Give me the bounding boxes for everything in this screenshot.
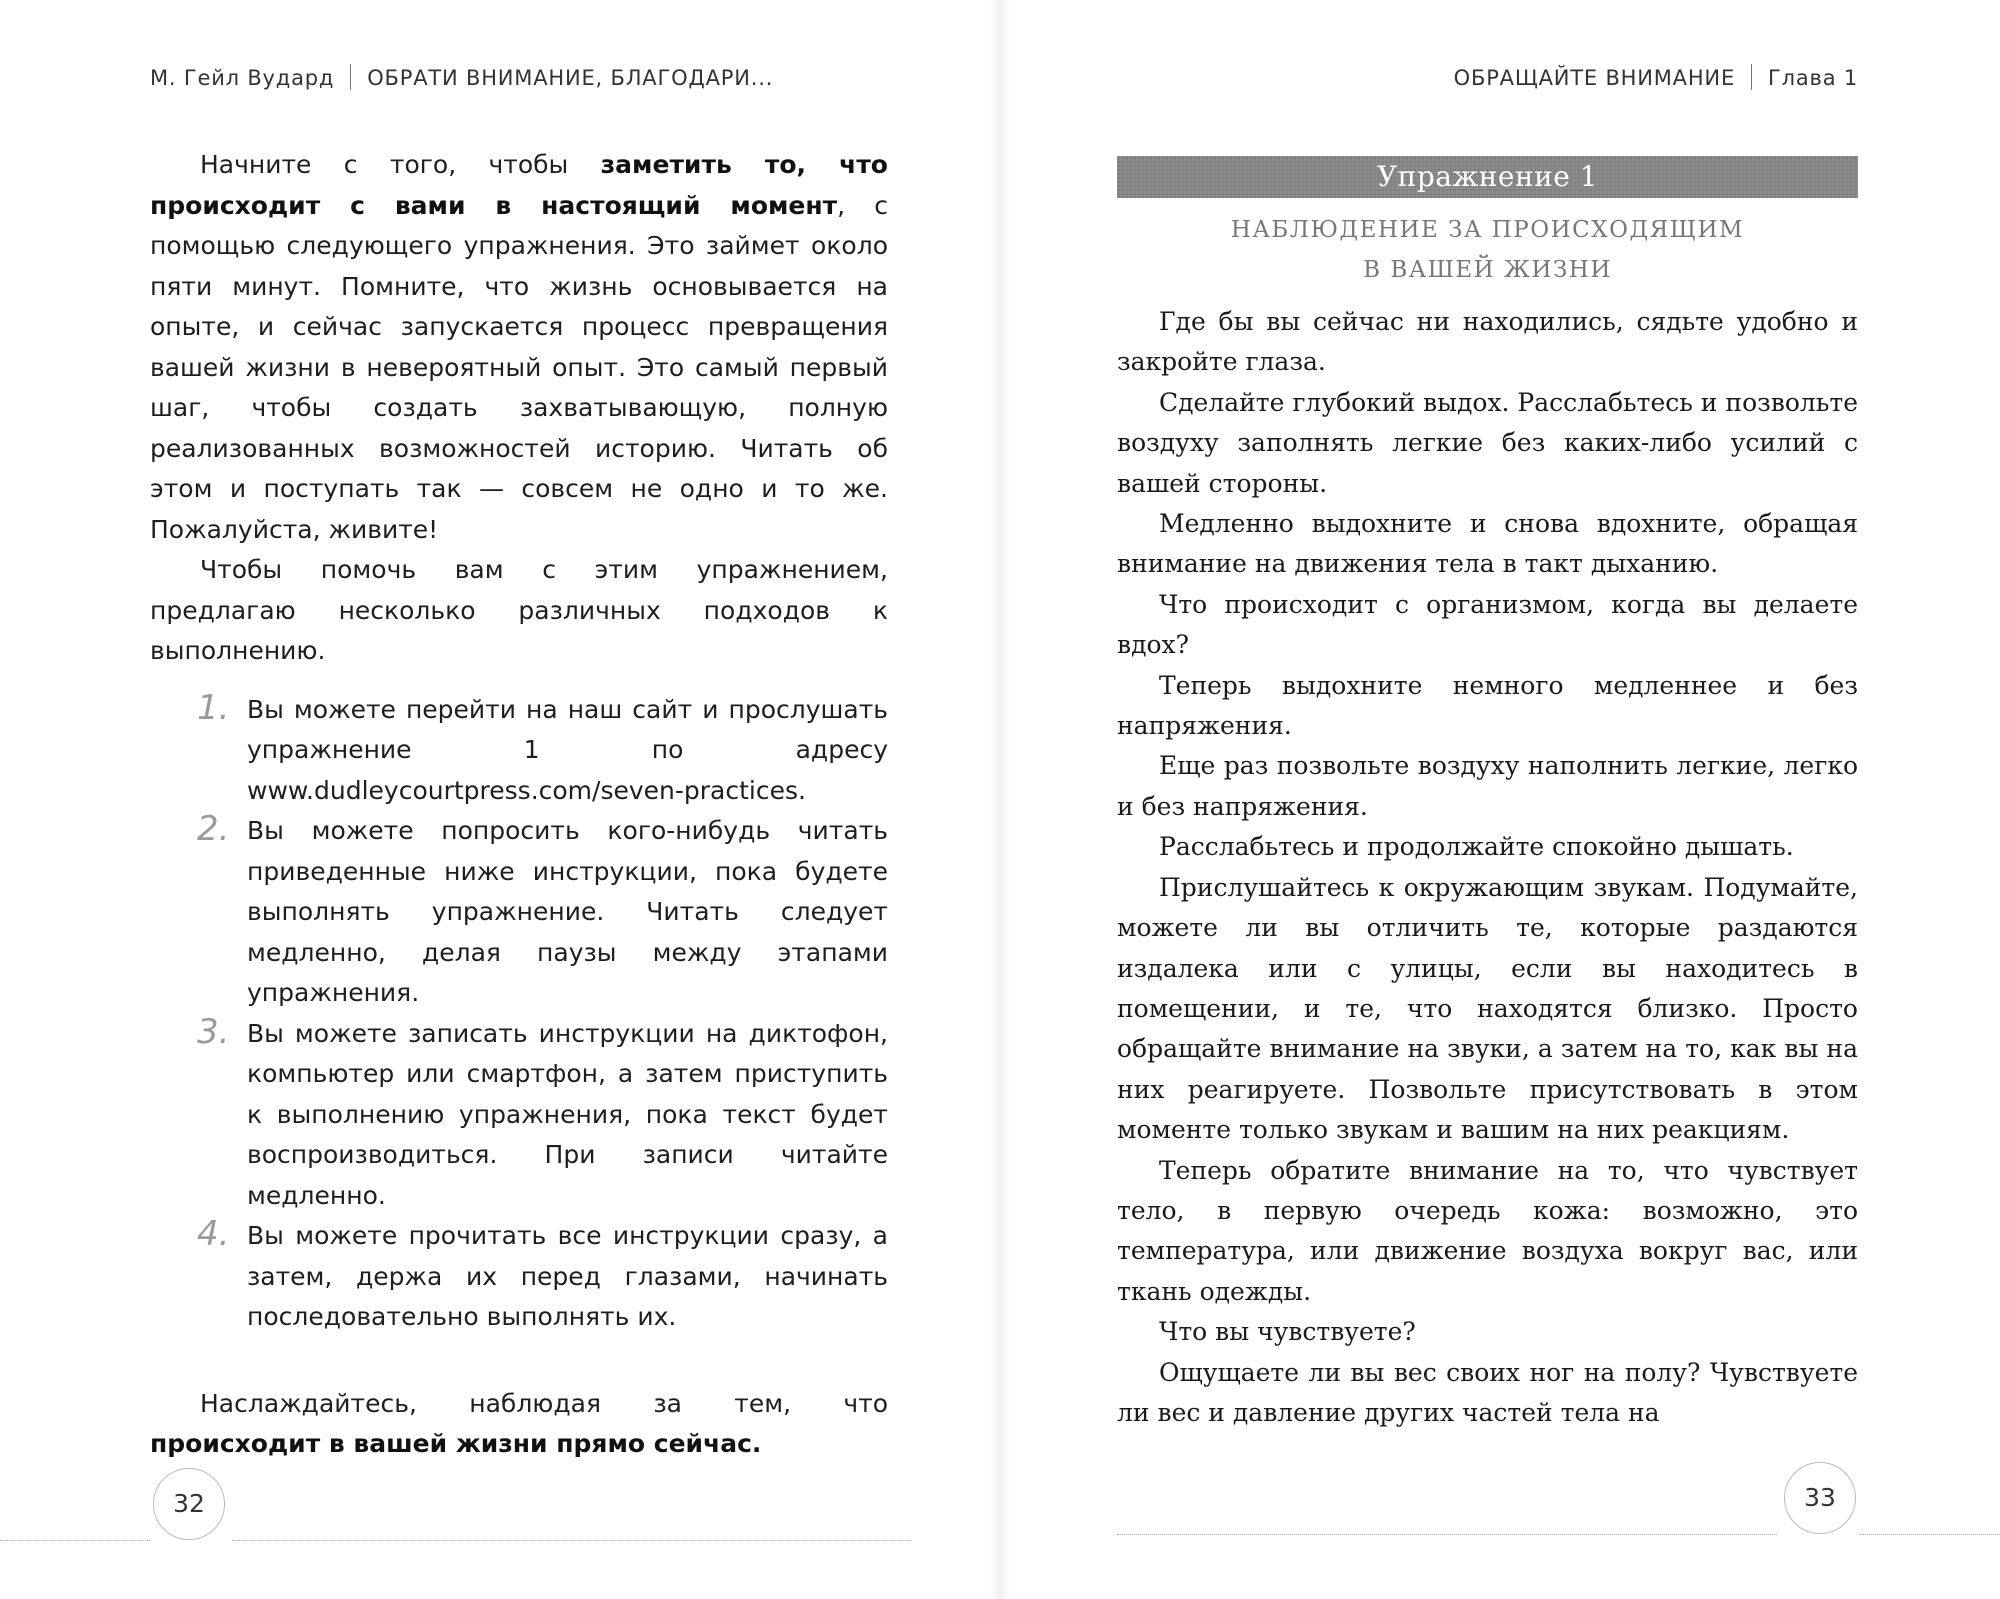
intro-bold-1: заметить то, что происходит с вами в настоящий момент (150, 150, 888, 220)
running-head-separator (1751, 64, 1752, 90)
left-body-text (150, 145, 888, 1465)
closing-bold: происходит в вашей жизни прямо сейчас. (150, 1429, 762, 1458)
intro-paragraph (150, 145, 888, 550)
instruction-paragraph: Еще раз позвольте воздуху наполнить легкие, легко и без напряжения. (1117, 751, 1858, 821)
instruction-paragraph: Прислушайтесь к окружающим звукам. Подумайте, можете ли вы отличить те, которые раздаются издалека или с улицы, если вы находитесь в помещении, и те, что находятся близко. Просто обращайте внимание на звуки, а затем на то, как вы на них реагируете. Позвольте присутствовать в этом моменте только звукам и вашим на них реакциям. (1117, 872, 1858, 1145)
intro-text-1: Начните с того, чтобы (200, 150, 601, 179)
list-item-text: Вы можете записать инструкции на диктофон, компьютер или смартфон, а затем приступить к выполнению упражнения, пока текст будет воспроизводиться. При записи читайте медленно. (247, 1018, 888, 1210)
instruction-paragraph: Что вы чувствуете? (1159, 1317, 1416, 1347)
list-item (150, 1011, 888, 1217)
instruction-paragraph: Где бы вы сейчас ни находились, сядьте удобно и закройте глаза. (1117, 307, 1858, 377)
exercise-title-line-2: В ВАШЕЙ ЖИЗНИ (1363, 257, 1612, 283)
right-page-number: 33 (1784, 1462, 1856, 1534)
exercise-banner: Упражнение 1 (1117, 156, 1858, 198)
running-head-author: М. Гейл Вудард (150, 66, 335, 90)
list-item-number: 1. (197, 687, 230, 728)
list-item-text: Вы можете перейти на наш сайт и прослушать упражнение 1 по адресу www.dudleycourtpress.com/seven-practices. (247, 694, 888, 805)
right-footer-rule-b (1860, 1534, 2000, 1535)
left-page-number: 32 (153, 1468, 225, 1540)
closing-text: Наслаждайтесь, наблюдая за тем, что (200, 1388, 888, 1418)
list-item-number: 2. (197, 809, 230, 849)
left-footer-rule-b (232, 1540, 912, 1541)
approaches-list (150, 687, 888, 1338)
closing-paragraph (150, 1384, 888, 1465)
instruction-paragraph: Сделайте глубокий выдох. Расслабьтесь и позвольте воздуху заполнять легкие без каких-либо усилий с вашей стороны. (1117, 387, 1858, 498)
right-running-head (1454, 64, 1858, 90)
instruction-paragraph: Медленно выдохните и снова вдохните, обращая внимание на движения тела в такт дыханию. (1117, 509, 1858, 579)
exercise-title-line-1: НАБЛЮДЕНИЕ ЗА ПРОИСХОДЯЩИМ (1230, 217, 1745, 243)
instruction-paragraph: Теперь обратите внимание на то, что чувствует тело, в первую очередь кожа: возможно, это температура, или движение воздуха вокруг вас, или ткань одежды. (1117, 1155, 1858, 1306)
list-item (150, 811, 888, 1014)
instruction-paragraph: Расслабьтесь и продолжайте спокойно дышать. (1159, 832, 1794, 862)
right-footer-rule-a (1117, 1534, 1777, 1535)
list-item (150, 1216, 888, 1338)
instruction-paragraph: Теперь выдохните немного медленнее и без напряжения. (1117, 670, 1858, 741)
instruction-paragraph: Что происходит с организмом, когда вы делаете вдох? (1117, 589, 1858, 660)
list-item-number: 3. (197, 1011, 230, 1052)
running-head-book-title: ОБРАТИ ВНИМАНИЕ, БЛАГОДАРИ... (367, 66, 774, 90)
running-head-chapter: Глава 1 (1768, 66, 1858, 90)
right-page (1000, 0, 2000, 1599)
list-item-text: Вы можете прочитать все инструкции сразу, а затем, держа их перед глазами, начинать последовательно выполнять их. (247, 1221, 888, 1331)
list-item-number: 4. (197, 1214, 230, 1254)
intro-text-2: , с помощью следующего упражнения. Это займет около пяти минут. Помните, что жизнь основывается на опыте, и сейчас запускается процесс превращения вашей жизни в невероятный опыт. Это самый первый шаг, чтобы создать захватывающую, полную реализованных возможностей историю. Читать об этом и поступать так — совсем не одно и то же. Пожалуйста, живите! (150, 190, 889, 544)
exercise-title (1117, 210, 1858, 290)
left-running-head (150, 64, 773, 90)
exercise-instructions (1117, 302, 1858, 1433)
left-footer-rule-a (0, 1540, 150, 1541)
running-head-section: ОБРАЩАЙТЕ ВНИМАНИЕ (1453, 66, 1736, 90)
instruction-paragraph: Ощущаете ли вы вес своих ног на полу? Чувствуете ли вес и давление других частей тела на (1117, 1357, 1858, 1427)
list-item (150, 687, 888, 812)
approaches-intro: Чтобы помочь вам с этим упражнением, предлагаю несколько различных подходов к выполнению. (150, 555, 888, 665)
running-head-separator (350, 64, 351, 90)
list-item-text: Вы можете попросить кого-нибудь читать приведенные ниже инструкции, пока будете выполнять упражнение. Читать следует медленно, делая паузы между этапами упражнения. (247, 816, 888, 1007)
